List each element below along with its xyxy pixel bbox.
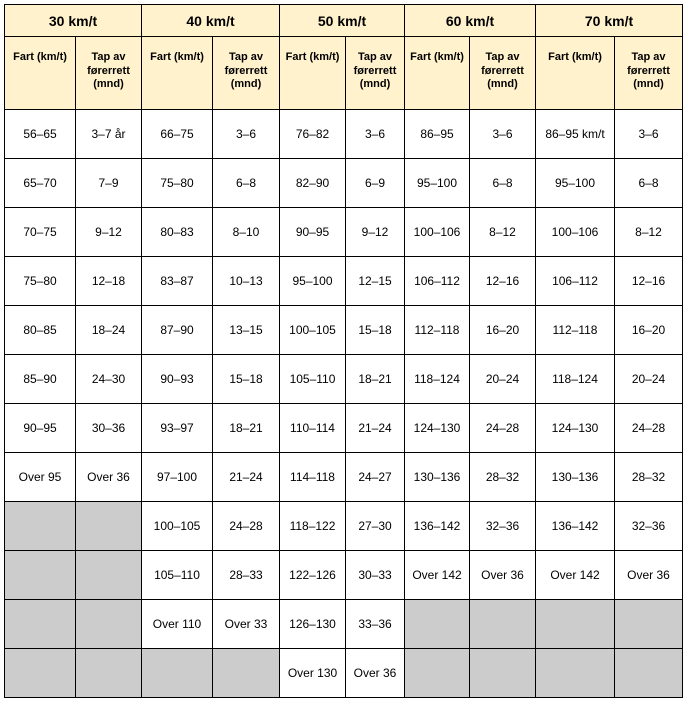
license-loss-cell: 13–15 xyxy=(213,306,280,355)
license-loss-cell: 32–36 xyxy=(615,502,683,551)
license-loss-cell: 28–32 xyxy=(470,453,536,502)
speed-range-cell: 85–90 xyxy=(5,355,76,404)
license-loss-cell: 20–24 xyxy=(470,355,536,404)
license-loss-cell: 9–12 xyxy=(346,208,405,257)
license-loss-cell: 15–18 xyxy=(213,355,280,404)
speed-range-cell: 100–106 xyxy=(405,208,470,257)
empty-cell xyxy=(5,551,76,600)
license-loss-column-header: Tap av førerrett (mnd) xyxy=(346,37,405,110)
license-loss-cell: 28–33 xyxy=(213,551,280,600)
license-loss-cell: 16–20 xyxy=(470,306,536,355)
table-row xyxy=(5,306,683,355)
speed-range-cell: 118–124 xyxy=(536,355,615,404)
speed-range-cell: 118–124 xyxy=(405,355,470,404)
table-row xyxy=(5,257,683,306)
speed-range-cell: Over 110 xyxy=(142,600,213,649)
license-loss-cell: 32–36 xyxy=(470,502,536,551)
speed-range-cell: 87–90 xyxy=(142,306,213,355)
speed-column-header: Fart (km/t) xyxy=(142,37,213,110)
license-loss-cell: 12–18 xyxy=(76,257,142,306)
license-loss-cell: Over 36 xyxy=(76,453,142,502)
speed-range-cell: 90–95 xyxy=(5,404,76,453)
table-row xyxy=(5,110,683,159)
license-loss-column-header: Tap av førerrett (mnd) xyxy=(615,37,683,110)
license-loss-cell: 30–36 xyxy=(76,404,142,453)
license-loss-cell: Over 33 xyxy=(213,600,280,649)
speed-range-cell: 90–93 xyxy=(142,355,213,404)
license-loss-cell: 30–33 xyxy=(346,551,405,600)
license-loss-cell: 12–15 xyxy=(346,257,405,306)
license-loss-cell: 10–13 xyxy=(213,257,280,306)
license-loss-cell: 28–32 xyxy=(615,453,683,502)
speed-range-cell: 105–110 xyxy=(142,551,213,600)
license-loss-column-header: Tap av førerrett (mnd) xyxy=(213,37,280,110)
speed-limit-header: 40 km/t xyxy=(142,5,280,37)
speed-limit-header: 50 km/t xyxy=(280,5,405,37)
speed-range-cell: 86–95 xyxy=(405,110,470,159)
speed-range-cell: 93–97 xyxy=(142,404,213,453)
empty-cell xyxy=(76,502,142,551)
empty-cell xyxy=(76,600,142,649)
speed-column-header: Fart (km/t) xyxy=(536,37,615,110)
speed-range-cell: 82–90 xyxy=(280,159,346,208)
license-loss-cell: Over 36 xyxy=(346,649,405,698)
license-loss-cell: 24–28 xyxy=(470,404,536,453)
empty-cell xyxy=(5,649,76,698)
table-row xyxy=(5,404,683,453)
license-loss-cell: 3–6 xyxy=(213,110,280,159)
license-loss-cell: 12–16 xyxy=(470,257,536,306)
license-loss-cell: 24–28 xyxy=(213,502,280,551)
empty-cell xyxy=(76,649,142,698)
speed-range-cell: 122–126 xyxy=(280,551,346,600)
license-loss-cell: 24–27 xyxy=(346,453,405,502)
speed-range-cell: 95–100 xyxy=(280,257,346,306)
license-loss-cell: 9–12 xyxy=(76,208,142,257)
speed-penalty-table xyxy=(4,4,683,698)
speed-range-cell: 130–136 xyxy=(405,453,470,502)
empty-cell xyxy=(142,649,213,698)
license-loss-column-header: Tap av førerrett (mnd) xyxy=(470,37,536,110)
empty-cell xyxy=(470,649,536,698)
license-loss-cell: 18–21 xyxy=(346,355,405,404)
table-row xyxy=(5,453,683,502)
license-loss-cell: 8–12 xyxy=(615,208,683,257)
license-loss-cell: 18–21 xyxy=(213,404,280,453)
speed-limit-header-row xyxy=(5,5,683,37)
speed-range-cell: 83–87 xyxy=(142,257,213,306)
license-loss-cell: 7–9 xyxy=(76,159,142,208)
license-loss-cell: 6–9 xyxy=(346,159,405,208)
speed-range-cell: 80–85 xyxy=(5,306,76,355)
empty-cell xyxy=(536,649,615,698)
license-loss-cell: 21–24 xyxy=(213,453,280,502)
empty-cell xyxy=(615,649,683,698)
table-row xyxy=(5,502,683,551)
license-loss-cell: 18–24 xyxy=(76,306,142,355)
speed-column-header: Fart (km/t) xyxy=(5,37,76,110)
license-loss-cell: 8–10 xyxy=(213,208,280,257)
empty-cell xyxy=(5,600,76,649)
speed-range-cell: 136–142 xyxy=(405,502,470,551)
license-loss-cell: 12–16 xyxy=(615,257,683,306)
speed-range-cell: 106–112 xyxy=(405,257,470,306)
speed-range-cell: Over 95 xyxy=(5,453,76,502)
speed-range-cell: 65–70 xyxy=(5,159,76,208)
speed-range-cell: 118–122 xyxy=(280,502,346,551)
speed-range-cell: 97–100 xyxy=(142,453,213,502)
empty-cell xyxy=(615,600,683,649)
license-loss-cell: 24–28 xyxy=(615,404,683,453)
column-header-row xyxy=(5,37,683,110)
speed-range-cell: 75–80 xyxy=(142,159,213,208)
empty-cell xyxy=(405,600,470,649)
speed-range-cell: 112–118 xyxy=(405,306,470,355)
speed-range-cell: 136–142 xyxy=(536,502,615,551)
license-loss-cell: Over 36 xyxy=(615,551,683,600)
license-loss-cell: Over 36 xyxy=(470,551,536,600)
license-loss-cell: 16–20 xyxy=(615,306,683,355)
speed-range-cell: 86–95 km/t xyxy=(536,110,615,159)
speed-limit-header: 60 km/t xyxy=(405,5,536,37)
license-loss-cell: 3–6 xyxy=(470,110,536,159)
license-loss-column-header: Tap av førerrett (mnd) xyxy=(76,37,142,110)
empty-cell xyxy=(213,649,280,698)
license-loss-cell: 21–24 xyxy=(346,404,405,453)
license-loss-cell: 3–6 xyxy=(346,110,405,159)
speed-range-cell: Over 142 xyxy=(405,551,470,600)
speed-range-cell: 56–65 xyxy=(5,110,76,159)
license-loss-cell: 8–12 xyxy=(470,208,536,257)
speed-range-cell: 126–130 xyxy=(280,600,346,649)
license-loss-cell: 27–30 xyxy=(346,502,405,551)
table-row xyxy=(5,159,683,208)
speed-range-cell: 112–118 xyxy=(536,306,615,355)
speed-limit-header: 70 km/t xyxy=(536,5,683,37)
speed-column-header: Fart (km/t) xyxy=(280,37,346,110)
speed-range-cell: 130–136 xyxy=(536,453,615,502)
table-body xyxy=(5,110,683,698)
speed-range-cell: 114–118 xyxy=(280,453,346,502)
table-row xyxy=(5,355,683,404)
empty-cell xyxy=(536,600,615,649)
speed-range-cell: 100–105 xyxy=(280,306,346,355)
speed-range-cell: 124–130 xyxy=(405,404,470,453)
table-row xyxy=(5,208,683,257)
speed-range-cell: 80–83 xyxy=(142,208,213,257)
table-row xyxy=(5,600,683,649)
empty-cell xyxy=(5,502,76,551)
empty-cell xyxy=(76,551,142,600)
speed-range-cell: 90–95 xyxy=(280,208,346,257)
speed-limit-header: 30 km/t xyxy=(5,5,142,37)
license-loss-cell: 15–18 xyxy=(346,306,405,355)
license-loss-cell: 33–36 xyxy=(346,600,405,649)
license-loss-cell: 6–8 xyxy=(213,159,280,208)
license-loss-cell: 3–6 xyxy=(615,110,683,159)
speed-range-cell: 100–105 xyxy=(142,502,213,551)
empty-cell xyxy=(470,600,536,649)
speed-range-cell: 95–100 xyxy=(405,159,470,208)
speed-range-cell: 66–75 xyxy=(142,110,213,159)
license-loss-cell: 24–30 xyxy=(76,355,142,404)
speed-range-cell: 106–112 xyxy=(536,257,615,306)
speed-range-cell: 76–82 xyxy=(280,110,346,159)
speed-range-cell: Over 142 xyxy=(536,551,615,600)
table-row xyxy=(5,551,683,600)
speed-range-cell: 100–106 xyxy=(536,208,615,257)
speed-column-header: Fart (km/t) xyxy=(405,37,470,110)
table-row xyxy=(5,649,683,698)
license-loss-cell: 20–24 xyxy=(615,355,683,404)
speed-range-cell: 124–130 xyxy=(536,404,615,453)
empty-cell xyxy=(405,649,470,698)
speed-range-cell: Over 130 xyxy=(280,649,346,698)
speed-range-cell: 110–114 xyxy=(280,404,346,453)
speed-range-cell: 75–80 xyxy=(5,257,76,306)
speed-range-cell: 95–100 xyxy=(536,159,615,208)
speed-range-cell: 105–110 xyxy=(280,355,346,404)
license-loss-cell: 6–8 xyxy=(470,159,536,208)
speed-range-cell: 70–75 xyxy=(5,208,76,257)
license-loss-cell: 6–8 xyxy=(615,159,683,208)
license-loss-cell: 3–7 år xyxy=(76,110,142,159)
